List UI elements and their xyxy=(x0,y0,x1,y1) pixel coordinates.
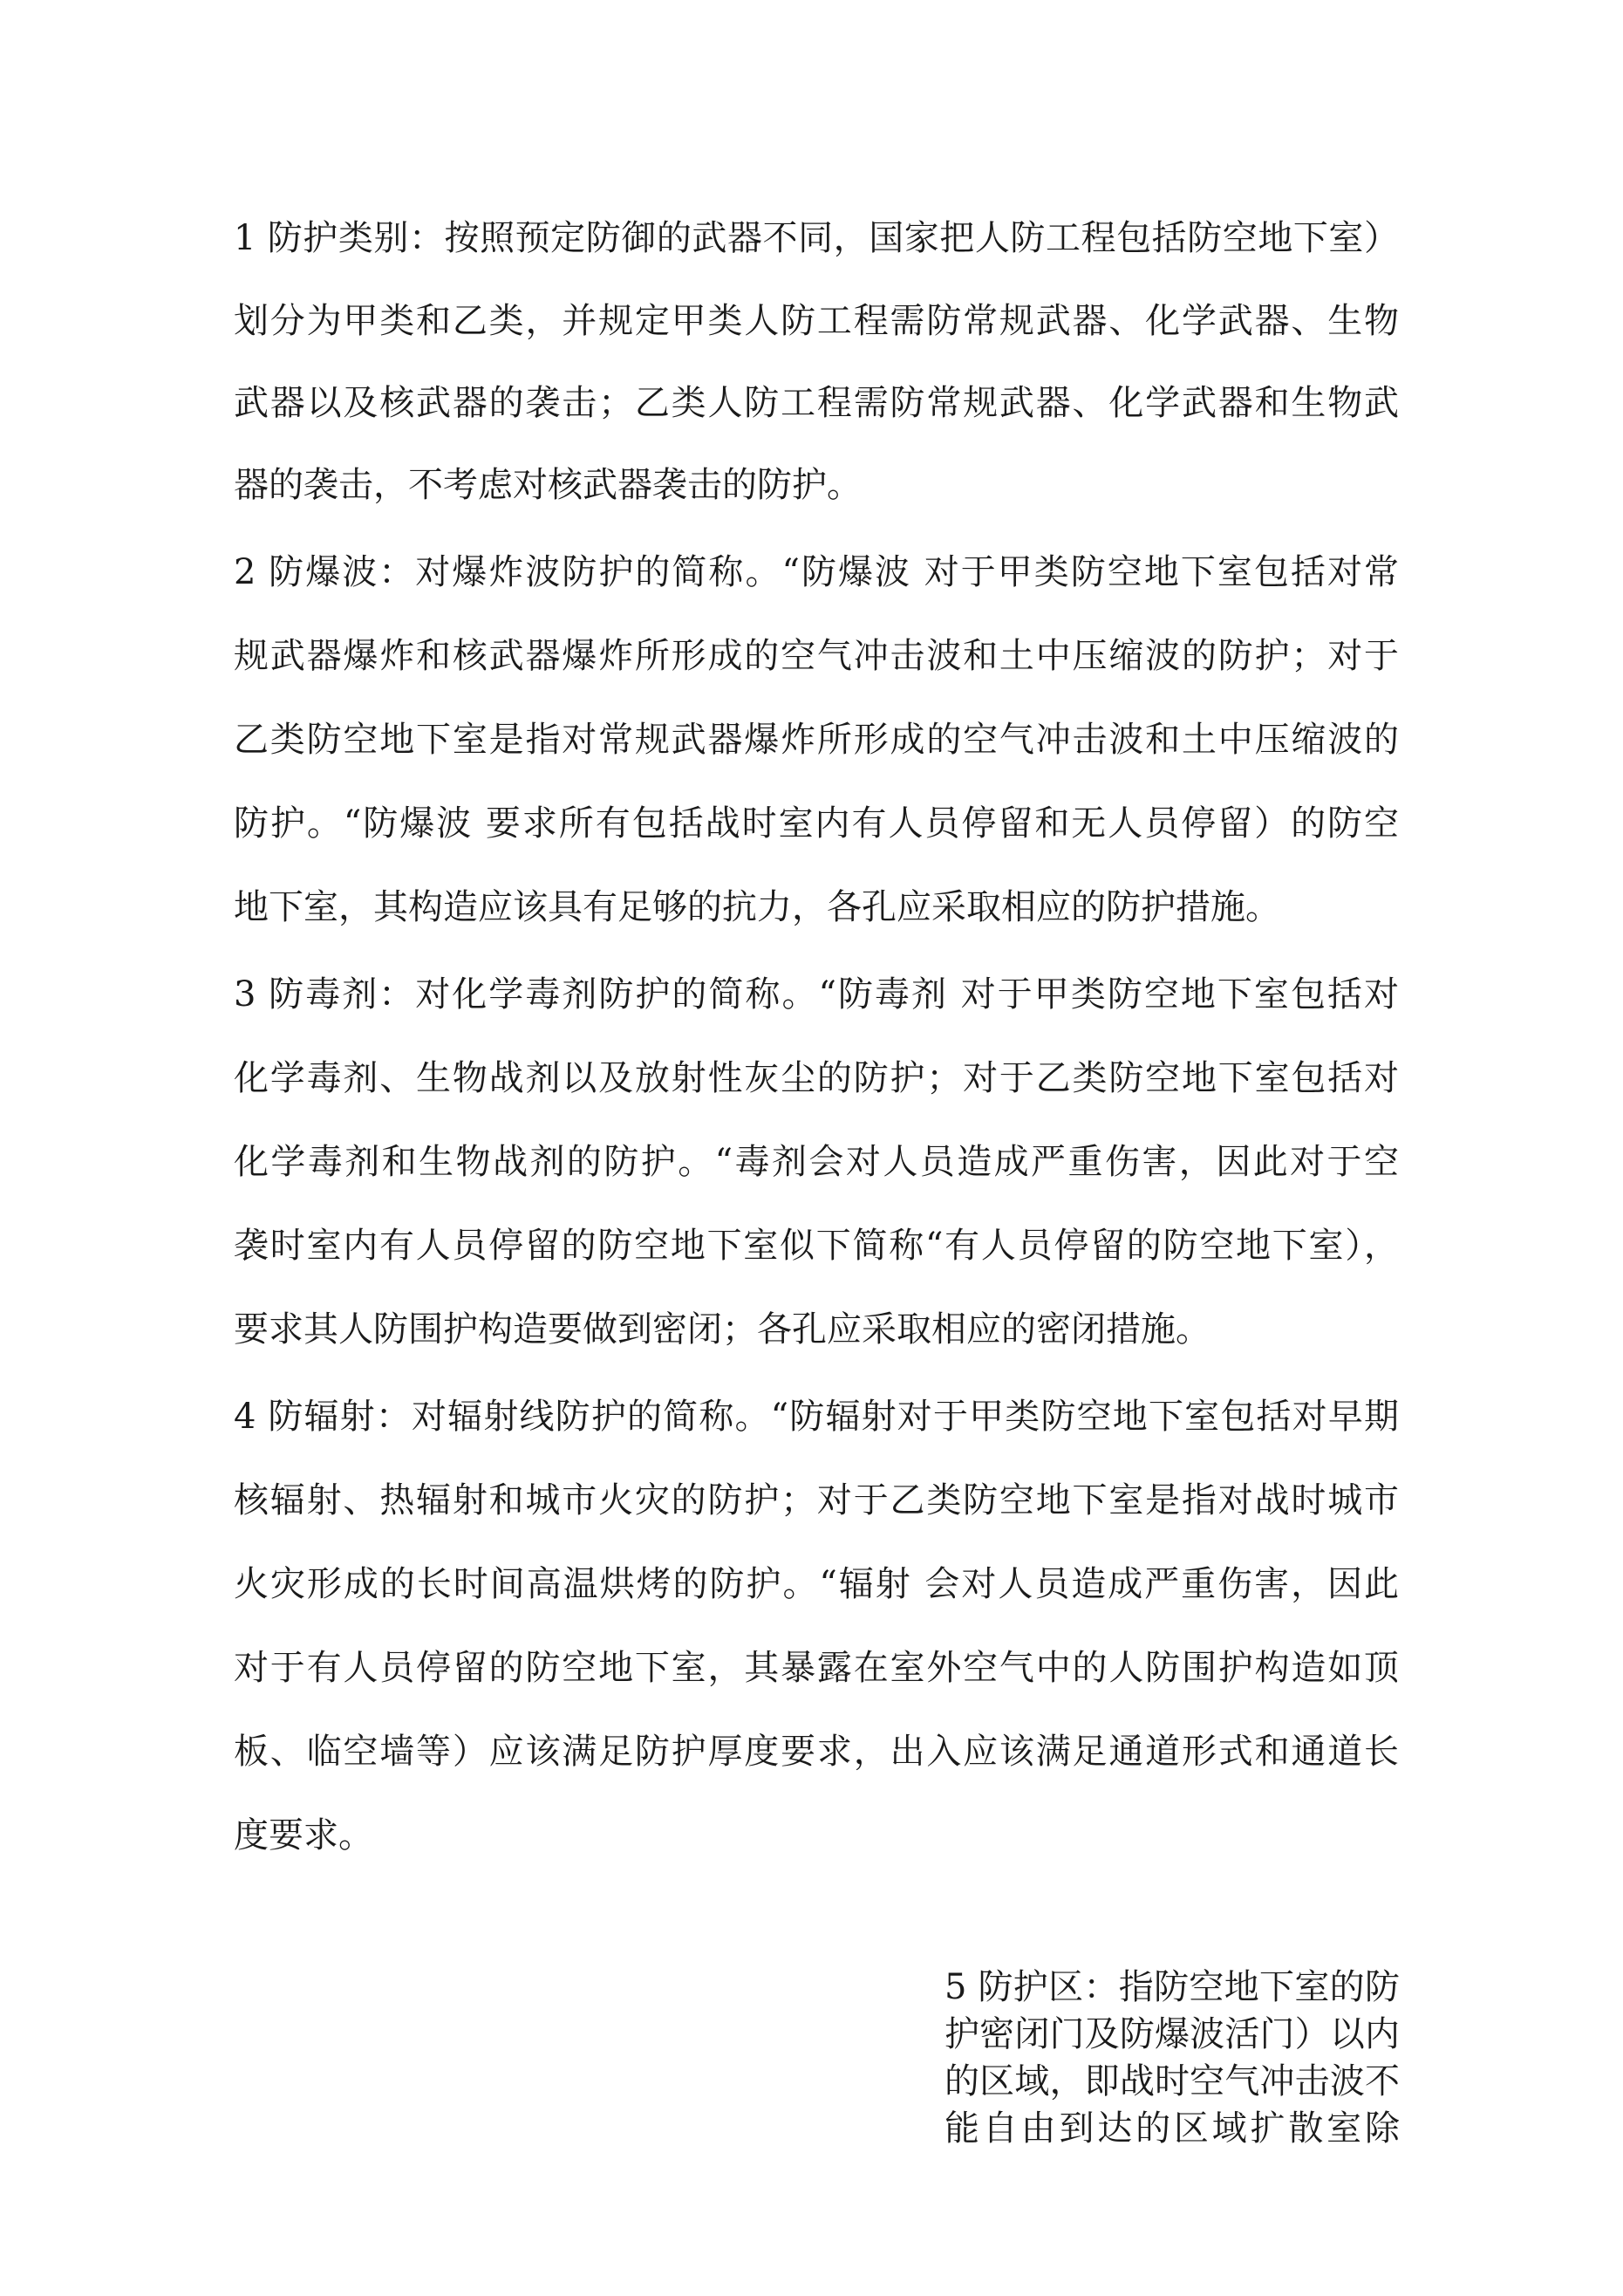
text-line: 3 防毒剂：对化学毒剂防护的简称。“防毒剂 对于甲类防空地下室包括对 xyxy=(234,974,1399,1015)
text-line: 地下室，其构造应该具有足够的抗力，各孔应采取相应的防护措施。 xyxy=(234,887,1280,927)
text-line: 化学毒剂和生物战剂的防护。“毒剂会对人员造成严重伤害，因此对于空 xyxy=(234,1142,1399,1182)
text-line: 袭时室内有人员停留的防空地下室似下简称“有人员停留的防空地下室）， xyxy=(234,1226,1399,1266)
column-text-line: 能自由到达的区域扩散室除 xyxy=(944,2108,1400,2149)
text-line: 1 防护类别：按照预定防御的武器不同，国家把人防工程包括防空地下室） xyxy=(234,218,1399,258)
text-line: 化学毒剂、生物战剂以及放射性灰尘的防护；对于乙类防空地下室包括对 xyxy=(234,1058,1399,1098)
text-line: 2 防爆波：对爆炸波防护的简称。“防爆波 对于甲类防空地下室包括对常 xyxy=(234,552,1399,592)
text-line: 划分为甲类和乙类，并规定甲类人防工程需防常规武器、化学武器、生物 xyxy=(234,301,1399,341)
text-line: 4 防辐射：对辐射线防护的简称。“防辐射对于甲类防空地下室包括对早期 xyxy=(234,1397,1399,1437)
text-line: 核辐射、热辐射和城市火灾的防护；对于乙类防空地下室是指对战时城市 xyxy=(234,1480,1399,1520)
text-line: 武器以及核武器的袭击；乙类人防工程需防常规武器、化学武器和生物武 xyxy=(234,383,1399,423)
column-text-line: 的区域，即战时空气冲击波不 xyxy=(944,2061,1400,2101)
text-line: 度要求。 xyxy=(234,1815,373,1855)
column-text-line: 护密闭门及防爆波活门）以内 xyxy=(944,2014,1400,2054)
text-line: 对于有人员停留的防空地下室，其暴露在室外空气中的人防围护构造如顶 xyxy=(234,1648,1399,1688)
text-line: 器的袭击，不考虑对核武器袭击的防护。 xyxy=(234,465,862,505)
text-line: 规武器爆炸和核武器爆炸所形成的空气冲击波和土中压缩波的防护；对于 xyxy=(234,636,1399,676)
text-line: 火灾形成的长时间高温烘烤的防护。“辐射 会对人员造成严重伤害，因此 xyxy=(234,1564,1399,1604)
text-line: 乙类防空地下室是指对常规武器爆炸所形成的空气冲击波和土中压缩波的 xyxy=(234,720,1399,760)
text-line: 要求其人防围护构造要做到密闭；各孔应采取相应的密闭措施。 xyxy=(234,1309,1210,1350)
text-line: 防护。“防爆波 要求所有包括战时室内有人员停留和无人员停留）的防空 xyxy=(234,803,1399,844)
column-text-line: 5 防护区：指防空地下室的防 xyxy=(944,1967,1400,2007)
text-line: 板、临空墙等）应该满足防护厚度要求，出入应该满足通道形式和通道长 xyxy=(234,1732,1399,1772)
